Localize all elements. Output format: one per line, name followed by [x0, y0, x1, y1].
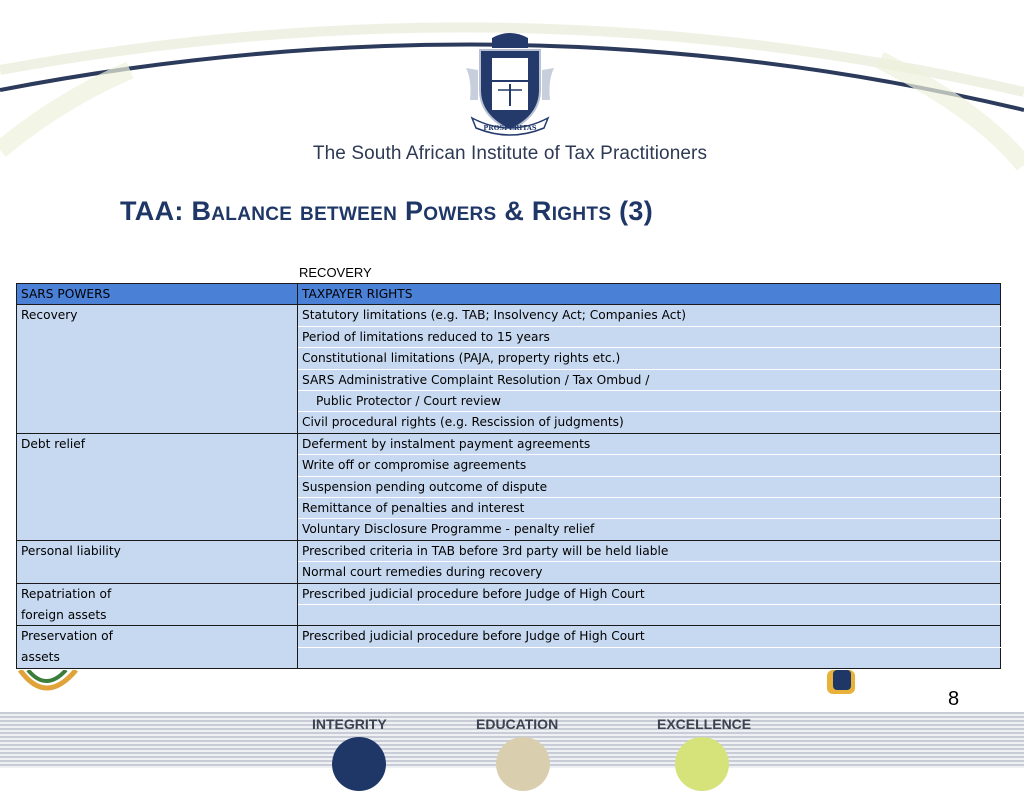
power-cell-line: assets [17, 647, 298, 668]
right-cell: Remittance of penalties and interest [298, 498, 1001, 519]
table-row [17, 305, 1001, 326]
right-cell [298, 647, 1001, 668]
right-cell: Prescribed criteria in TAB before 3rd party will be held liable [298, 540, 1001, 561]
right-cell: Suspension pending outcome of dispute [298, 476, 1001, 497]
table-row [17, 626, 1001, 647]
right-cell: Civil procedural rights (e.g. Rescission of judgments) [298, 412, 1001, 433]
right-cell: Constitutional limitations (PAJA, property rights etc.) [298, 348, 1001, 369]
power-cell-line: Preservation of [17, 626, 298, 647]
section-label: RECOVERY [299, 265, 372, 280]
header-taxpayer-rights: TAXPAYER RIGHTS [298, 284, 1001, 305]
slide-title: TAA: Balance between Powers & Rights (3) [120, 196, 653, 226]
table-row [17, 433, 1001, 454]
organization-name: The South African Institute of Tax Practitioners [312, 143, 708, 164]
page-number: 8 [948, 688, 960, 710]
power-cell: Debt relief [17, 433, 298, 540]
footer-dot-integrity [332, 737, 386, 791]
power-cell-line: Repatriation of [17, 583, 298, 604]
right-cell [298, 605, 1001, 626]
power-cell-line: foreign assets [17, 605, 298, 626]
table-row [17, 647, 1001, 668]
header-sars-powers: SARS POWERS [17, 284, 298, 305]
crest-motto: PROSPERITAS [483, 124, 537, 132]
partner-logo-left [16, 670, 80, 696]
table-header-row [17, 284, 1001, 305]
right-cell: Statutory limitations (e.g. TAB; Insolvency Act; Companies Act) [298, 305, 1001, 326]
right-cell: Normal court remedies during recovery [298, 562, 1001, 583]
footer-value-integrity: INTEGRITY [312, 716, 387, 732]
footer-value-education: EDUCATION [476, 716, 559, 732]
right-cell: Prescribed judicial procedure before Judge of High Court [298, 626, 1001, 647]
power-cell: Recovery [17, 305, 298, 433]
table-row [17, 540, 1001, 561]
right-cell: Public Protector / Court review [298, 391, 1001, 412]
right-cell: Period of limitations reduced to 15 years [298, 326, 1001, 347]
institute-crest-logo [462, 30, 558, 140]
footer-dot-education [496, 737, 550, 791]
right-cell: Voluntary Disclosure Programme - penalty relief [298, 519, 1001, 540]
footer-value-excellence: EXCELLENCE [657, 716, 752, 732]
powers-rights-table [16, 283, 1001, 669]
right-cell: Deferment by instalment payment agreements [298, 433, 1001, 454]
power-cell: Personal liability [17, 540, 298, 583]
footer-dot-excellence [675, 737, 729, 791]
right-cell: SARS Administrative Complaint Resolution / Tax Ombud / [298, 369, 1001, 390]
table-row [17, 605, 1001, 626]
right-cell: Write off or compromise agreements [298, 455, 1001, 476]
partner-logo-right [825, 670, 1005, 696]
table-row [17, 583, 1001, 604]
right-cell: Prescribed judicial procedure before Judge of High Court [298, 583, 1001, 604]
